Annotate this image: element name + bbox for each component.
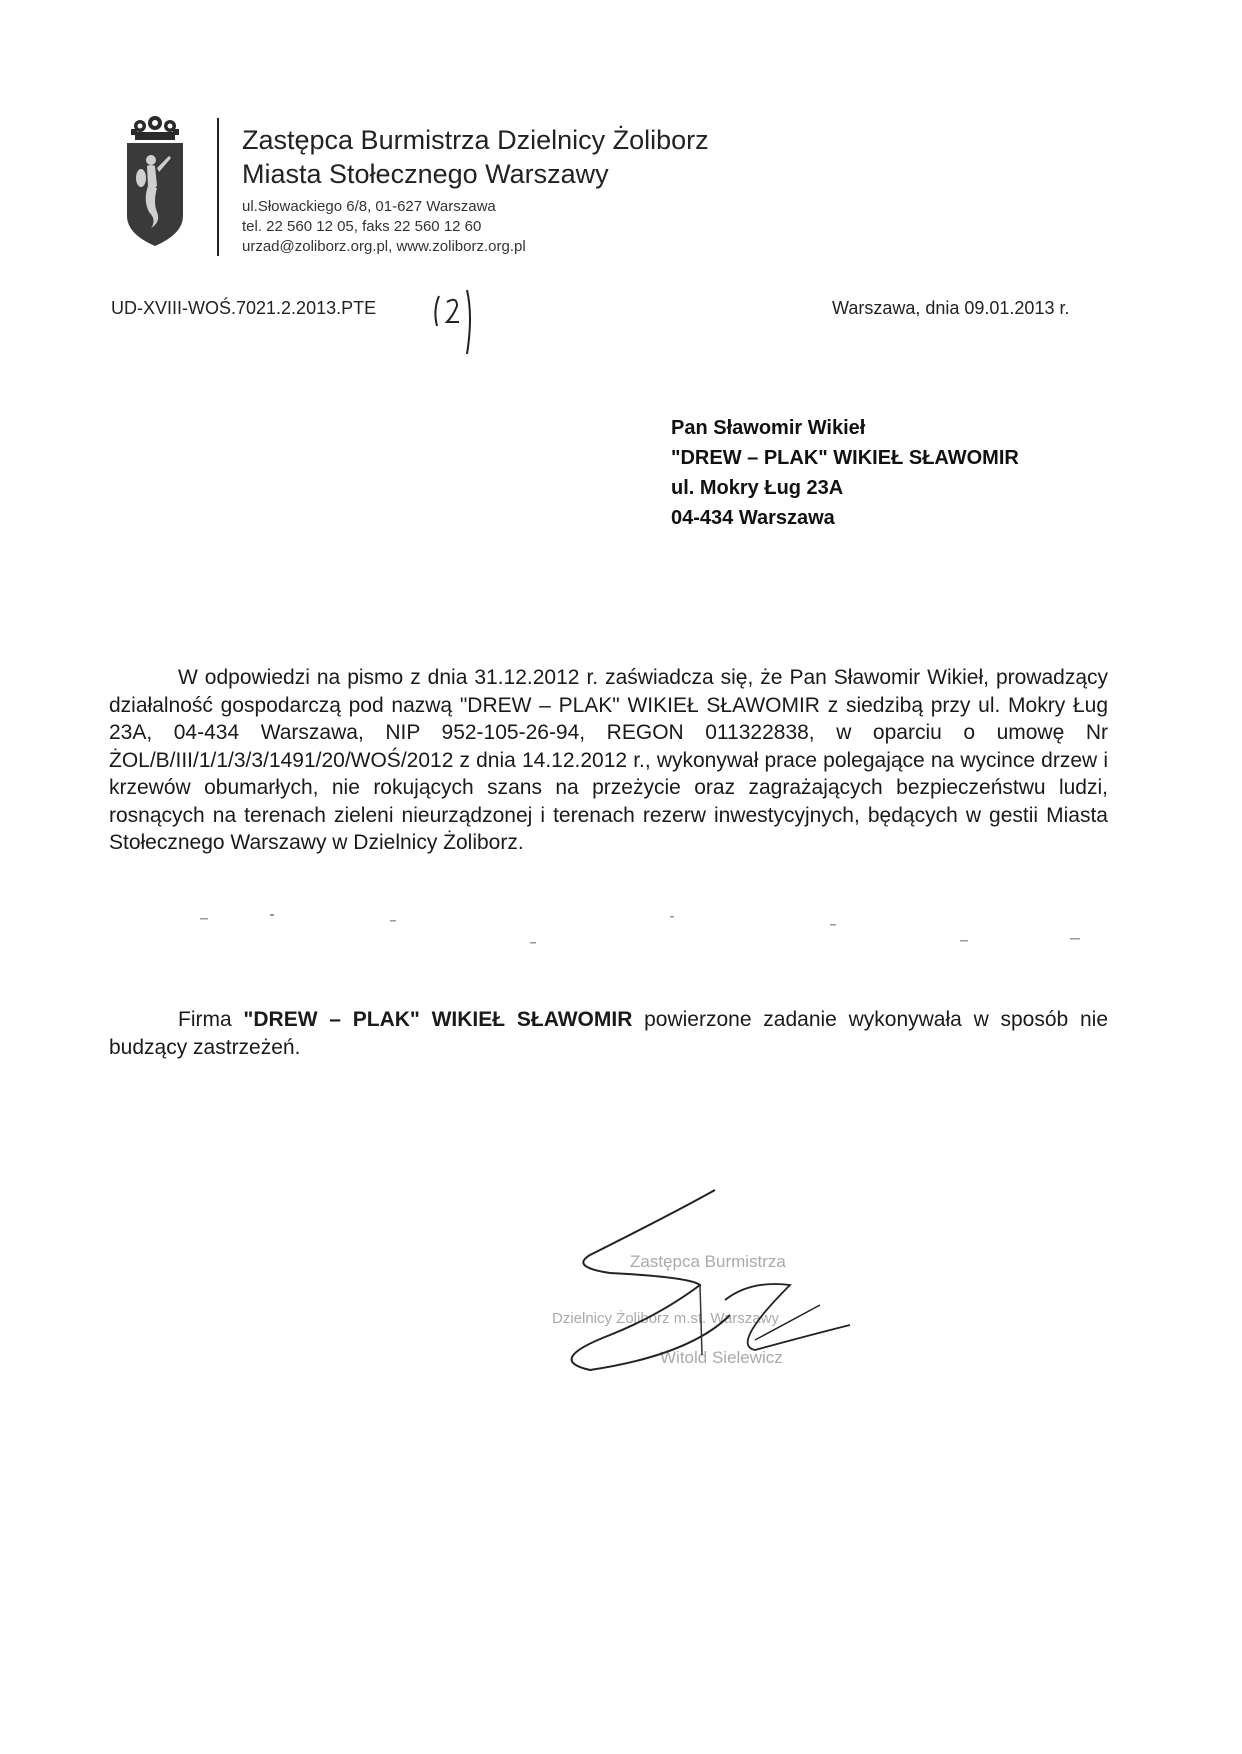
office-title-line1: Zastępca Burmistrza Dzielnicy Żoliborz — [242, 125, 709, 155]
recipient-city: 04-434 Warszawa — [671, 507, 835, 529]
recipient-company: "DREW – PLAK" WIKIEŁ SŁAWOMIR — [671, 447, 1019, 469]
stamp-line3: Witold Sielewicz — [660, 1348, 783, 1367]
body-paragraph-2 — [109, 1006, 1108, 1061]
handwritten-mark — [427, 286, 477, 356]
office-web: urzad@zoliborz.org.pl, www.zoliborz.org.pl — [242, 238, 526, 255]
office-address: ul.Słowackiego 6/8, 01-627 Warszawa — [242, 198, 496, 215]
paragraph2-suffix: powierzone zadanie wykonywała w sposób nie budzący zastrzeżeń. — [109, 1008, 1108, 1059]
signature-stamp — [550, 1185, 930, 1375]
date-line: Warszawa, dnia 09.01.2013 r. — [832, 298, 1070, 318]
office-title-line2: Miasta Stołecznego Warszawy — [242, 159, 609, 189]
scan-specks — [150, 900, 1100, 950]
paragraph2-prefix: Firma — [178, 1008, 244, 1031]
stamp-line1: Zastępca Burmistrza — [630, 1252, 786, 1271]
recipient-street: ul. Mokry Ług 23A — [671, 477, 844, 499]
warsaw-coat-of-arms-icon — [121, 116, 189, 248]
header-divider — [217, 118, 219, 256]
body-paragraph-1: W odpowiedzi na pismo z dnia 31.12.2012 r. zaświadcza się, że Pan Sławomir Wikieł, prowadzący działalność gospodarczą pod nazwą "DREW – PLAK" WIKIEŁ SŁAWOMIR z siedzibą przy ul. Mokry Ług 23A, 04-434 Warszawa, NIP 952-105-26-94, REGON 011322838, w oparciu o umowę Nr ŻOL/B/III/1/1/3/3/1491/20/WOŚ/2012 z dnia 14.12.2012 r., wykonywał prace polegające na wycince drzew i krzewów obumarłych, nie rokujących szans na przeżycie oraz zagrażających bezpieczeństwu ludzi, rosnących na terenach zieleni nieurządzonej i terenach rezerw inwestycyjnych, będących w gestii Miasta Stołecznego Warszawy w Dzielnicy Żoliborz. — [109, 666, 1108, 854]
office-phone: tel. 22 560 12 05, faks 22 560 12 60 — [242, 218, 482, 235]
paragraph2-company: "DREW – PLAK" WIKIEŁ SŁAWOMIR — [243, 1008, 633, 1031]
recipient-name: Pan Sławomir Wikieł — [671, 417, 866, 439]
reference-number: UD-XVIII-WOŚ.7021.2.2013.PTE — [111, 298, 377, 318]
stamp-line2: Dzielnicy Żoliborz m.st. Warszawy — [552, 1310, 779, 1327]
